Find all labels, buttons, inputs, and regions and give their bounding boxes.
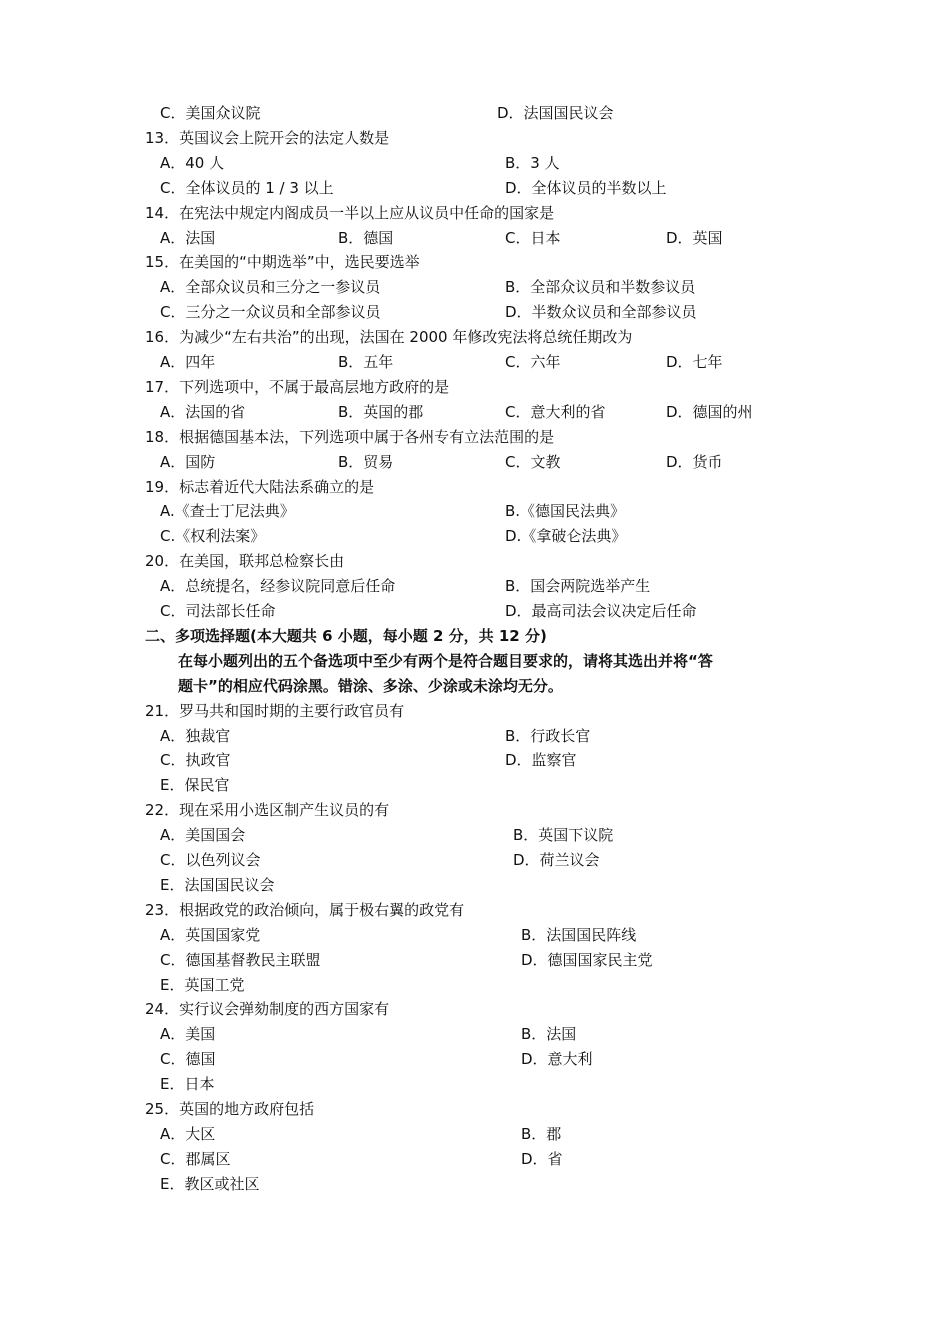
option-text: C．执政官: [160, 751, 231, 770]
option-text: D．七年: [666, 353, 723, 371]
option-text: D.《拿破仑法典》: [505, 527, 627, 546]
line-q15ab: [0, 275, 950, 300]
option-text: B．全部众议员和半数参议员: [505, 278, 696, 297]
option-text: A．独裁官: [160, 726, 231, 745]
question-text: 21．罗马共和国时期的主要行政官员有: [145, 701, 405, 720]
question-text: 24．实行议会弹劾制度的西方国家有: [145, 1000, 390, 1019]
option-text: C．美国众议院: [160, 104, 261, 122]
line-q12cd: [0, 101, 950, 126]
option-text: A．国防: [160, 452, 216, 471]
line-q14: [0, 201, 950, 226]
question-text: E．保民官: [160, 776, 230, 795]
line-q22cd: [0, 848, 950, 873]
option-text: D．法国国民议会: [497, 104, 614, 122]
option-text: A．大区: [160, 1124, 216, 1143]
option-text: C．司法部长任命: [160, 602, 276, 620]
line-q22: [0, 798, 950, 823]
option-text: C．德国: [160, 1050, 216, 1069]
question-text: E．英国工党: [160, 975, 245, 994]
line-q13ab: [0, 151, 950, 176]
question-text: E．日本: [160, 1075, 215, 1094]
option-text: D．最高司法会议决定后任命: [505, 602, 697, 620]
line-q24ab: [0, 1022, 950, 1047]
question-text: 22．现在采用小选区制产生议员的有: [145, 801, 390, 820]
line-q25e: [0, 1172, 950, 1197]
line-q14o: [0, 226, 950, 251]
line-q20: [0, 549, 950, 574]
option-text: D．荷兰议会: [513, 851, 600, 869]
question-text: E．教区或社区: [160, 1174, 260, 1193]
option-text: B．行政长官: [505, 726, 591, 745]
line-q23e: [0, 973, 950, 998]
question-text: 19．标志着近代大陆法系确立的是: [145, 477, 375, 496]
line-sec2i1: [0, 649, 950, 674]
line-q17: [0, 375, 950, 400]
option-text: B．国会两院选举产生: [505, 577, 651, 596]
option-text: D．意大利: [521, 1050, 593, 1069]
line-q15: [0, 250, 950, 275]
option-text: A.《查士丁尼法典》: [160, 502, 295, 521]
section-heading: 题卡”的相应代码涂黑。错涂、多涂、少涂或未涂均无分。: [178, 676, 563, 695]
question-text: E．法国国民议会: [160, 875, 275, 894]
line-q21e: [0, 773, 950, 798]
option-text: B．贸易: [338, 452, 394, 471]
line-q17o: [0, 400, 950, 425]
line-q15cd: [0, 300, 950, 325]
line-sec2: [0, 624, 950, 649]
option-text: D．德国的州: [666, 402, 753, 421]
option-text: A．美国国会: [160, 826, 246, 845]
option-text: C.《权利法案》: [160, 527, 266, 546]
option-text: D．监察官: [505, 751, 577, 770]
option-text: C．德国基督教民主联盟: [160, 950, 321, 969]
line-q16o: [0, 350, 950, 375]
option-text: C．日本: [505, 228, 561, 247]
option-text: A．全部众议员和三分之一参议员: [160, 278, 381, 297]
line-q19ab: [0, 499, 950, 524]
option-text: D．半数众议员和全部参议员: [505, 303, 697, 322]
option-text: B．英国的郡: [338, 402, 424, 421]
line-q22ab: [0, 823, 950, 848]
option-text: C．以色列议会: [160, 851, 261, 869]
line-q19: [0, 475, 950, 500]
option-text: C．郡属区: [160, 1149, 231, 1168]
option-text: B．法国: [521, 1025, 577, 1044]
line-q21ab: [0, 724, 950, 749]
line-q20cd: [0, 599, 950, 624]
option-text: B．五年: [338, 353, 394, 371]
option-text: A．美国: [160, 1025, 216, 1044]
line-q25cd: [0, 1147, 950, 1172]
option-text: B．法国国民阵线: [521, 925, 637, 944]
option-text: A．英国国家党: [160, 925, 261, 944]
line-q21: [0, 699, 950, 724]
line-q24e: [0, 1072, 950, 1097]
line-q23ab: [0, 923, 950, 948]
line-q25ab: [0, 1122, 950, 1147]
option-text: A．四年: [160, 353, 216, 371]
question-text: 15．在美国的“中期选举”中，选民要选举: [145, 253, 420, 272]
line-q24cd: [0, 1047, 950, 1072]
option-text: B．英国下议院: [513, 826, 614, 845]
line-q21cd: [0, 748, 950, 773]
option-text: B．3 人: [505, 153, 560, 172]
line-q25: [0, 1097, 950, 1122]
line-q23cd: [0, 948, 950, 973]
question-text: 20．在美国，联邦总检察长由: [145, 552, 345, 571]
question-text: 18．根据德国基本法，下列选项中属于各州专有立法范围的是: [145, 427, 555, 446]
line-q24: [0, 997, 950, 1022]
section-heading: 二、多项选择题(本大题共 6 小题，每小题 2 分，共 12 分): [145, 626, 547, 645]
line-q13cd: [0, 176, 950, 201]
line-q13: [0, 126, 950, 151]
option-text: C．全体议员的 1 / 3 以上: [160, 178, 334, 197]
option-text: D．德国国家民主党: [521, 950, 653, 969]
option-text: C．文教: [505, 452, 561, 471]
question-text: 13．英国议会上院开会的法定人数是: [145, 128, 390, 147]
option-text: A．法国: [160, 228, 216, 247]
question-text: 17．下列选项中，不属于最高层地方政府的是: [145, 377, 450, 396]
question-text: 23．根据政党的政治倾向，属于极右翼的政党有: [145, 900, 465, 919]
question-text: 16．为减少“左右共治”的出现，法国在 2000 年修改宪法将总统任期改为: [145, 328, 633, 347]
question-text: 25．英国的地方政府包括: [145, 1100, 315, 1118]
question-text: 14．在宪法中规定内阁成员一半以上应从议员中任命的国家是: [145, 203, 555, 222]
option-text: A．总统提名，经参议院同意后任命: [160, 577, 396, 596]
line-sec2i2: [0, 674, 950, 699]
line-q20ab: [0, 574, 950, 599]
section-heading: 在每小题列出的五个备选项中至少有两个是符合题目要求的，请将其选出并将“答: [178, 651, 713, 670]
line-q22e: [0, 873, 950, 898]
option-text: B.《德国民法典》: [505, 502, 626, 521]
option-text: A．法国的省: [160, 402, 246, 421]
option-text: A．40 人: [160, 153, 225, 172]
option-text: D．省: [521, 1149, 563, 1168]
option-text: D．英国: [666, 228, 723, 247]
line-q18: [0, 425, 950, 450]
option-text: D．货币: [666, 452, 723, 471]
option-text: B．德国: [338, 228, 394, 247]
option-text: D．全体议员的半数以上: [505, 178, 667, 197]
option-text: C．六年: [505, 353, 561, 371]
line-q19cd: [0, 524, 950, 549]
line-q16: [0, 325, 950, 350]
option-text: C．意大利的省: [505, 402, 606, 421]
line-q18o: [0, 450, 950, 475]
option-text: C．三分之一众议员和全部参议员: [160, 303, 381, 322]
option-text: B．郡: [521, 1124, 562, 1143]
line-q23: [0, 898, 950, 923]
